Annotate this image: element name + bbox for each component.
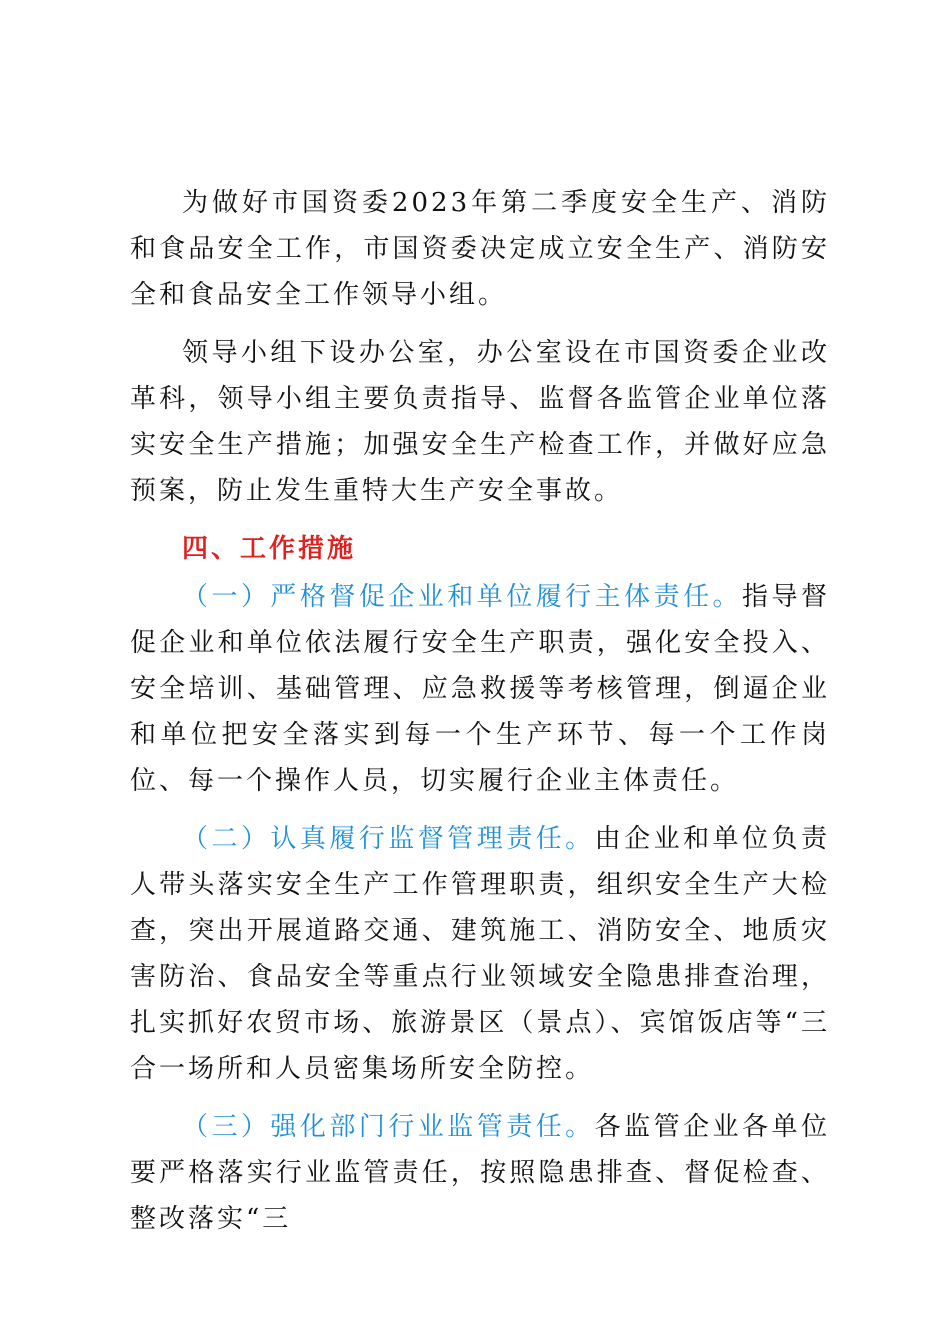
- measure-item-1: [130, 574, 830, 804]
- document-body: [130, 180, 830, 1254]
- section-heading-work-measures: 四、工作措施: [182, 534, 357, 564]
- measure-item-1-heading: （一）严格督促企业和单位履行主体责任。: [182, 582, 743, 612]
- measure-item-2-body: 由企业和单位负责人带头落实安全生产工作管理职责，组织安全生产大检查，突出开展道路交通、建筑施工、消防安全、地质灾害防治、食品安全等重点行业领域安全隐患排查治理，扎实抓好农贸市场、旅游景区（景点）、宾馆饭店等“三合一场所和人员密集场所安全防控。: [130, 824, 830, 1084]
- paragraph-office: 领导小组下设办公室，办公室设在市国资委企业改革科，领导小组主要负责指导、监督各监管企业单位落实安全生产措施；加强安全生产检查工作，并做好应急预案，防止发生重特大生产安全事故。: [130, 338, 830, 506]
- measure-item-2-heading: （二）认真履行监督管理责任。: [182, 824, 595, 854]
- measure-item-3-body: 各监管企业各单位要严格落实行业监管责任，按照隐患排查、督促检查、整改落实“三: [130, 1112, 830, 1234]
- measure-item-3: [130, 1104, 830, 1242]
- measure-item-2: [130, 816, 830, 1092]
- paragraph-intro: 为做好市国资委2023年第二季度安全生产、消防和食品安全工作，市国资委决定成立安全生产、消防安全和食品安全工作领导小组。: [130, 188, 830, 310]
- measure-item-1-body: 指导督促企业和单位依法履行安全生产职责，强化安全投入、安全培训、基础管理、应急救援等考核管理，倒逼企业和单位把安全落实到每一个生产环节、每一个工作岗位、每一个操作人员，切实履行企业主体责任。: [130, 582, 830, 796]
- measure-item-3-heading: （三）强化部门行业监管责任。: [182, 1112, 595, 1142]
